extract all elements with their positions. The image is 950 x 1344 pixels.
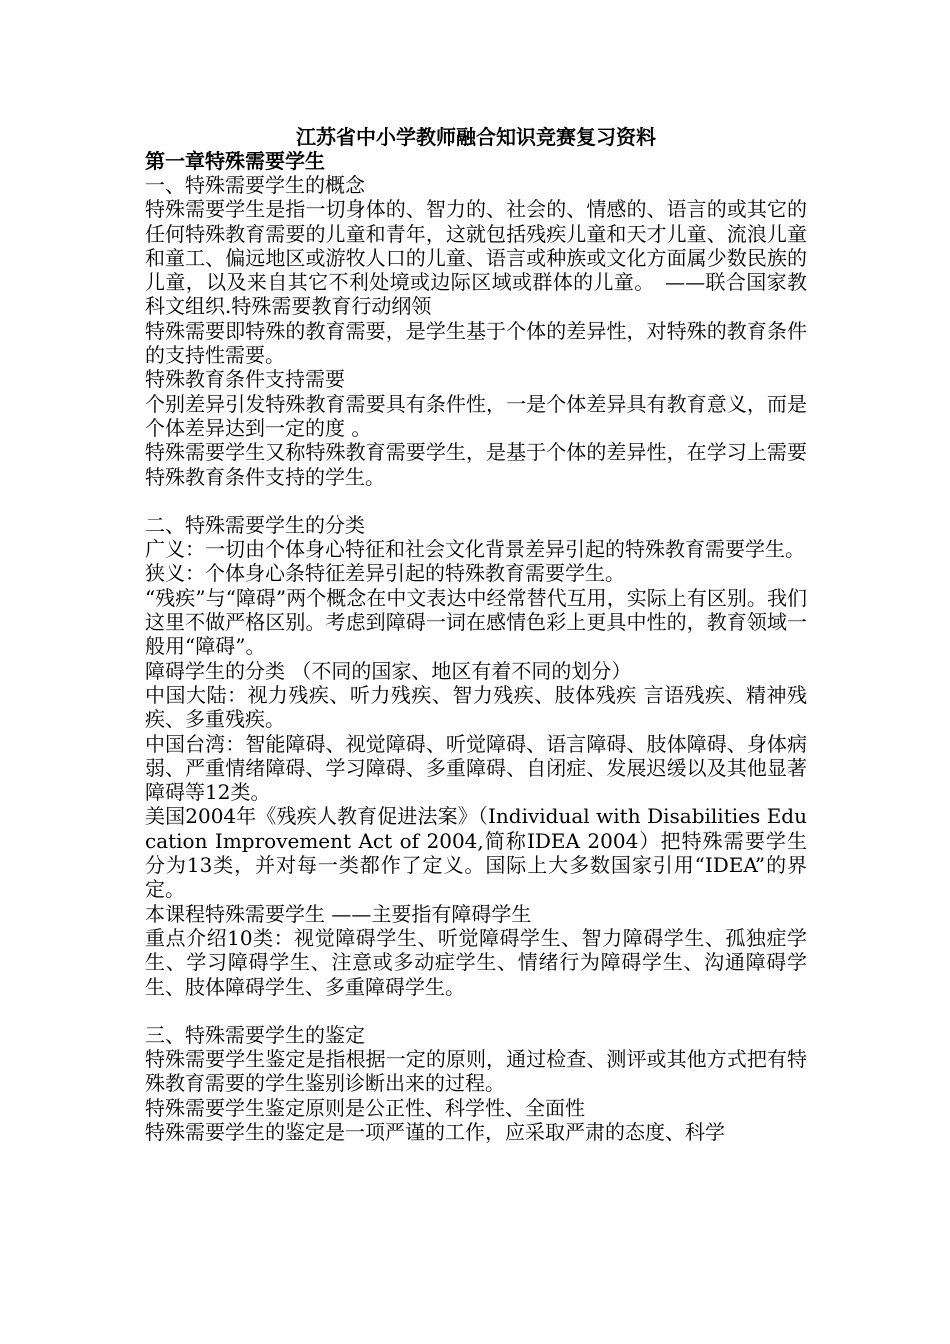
paragraph: 中国大陆：视力残疾、听力残疾、智力残疾、肢体残疾 言语残疾、精神残疾、多重残疾。 (145, 682, 807, 732)
paragraph: 美国2004年《残疾人教育促进法案》（Individual with Disabilities Education Improvement Act of 2004,简称IDEA 2004）把特殊需要学生分为13类，并对每一类都作了定义。国际上大多数国家引用“IDEA”的界定。 (145, 804, 807, 902)
document-title: 江苏省中小学教师融合知识竞赛复习资料 (296, 125, 656, 149)
blank-line (145, 999, 807, 1023)
paragraph: 广义：一切由个体身心特征和社会文化背景差异引起的特殊教育需要学生。 (145, 537, 805, 562)
paragraph: 特殊需要即特殊的教育需要，是学生基于个体的差异性，对特殊的教育条件的支持性需要。 (145, 318, 807, 368)
document-body (145, 125, 807, 1144)
paragraph: 狭义：个体身心条特征差异引起的特殊教育需要学生。 (145, 561, 625, 586)
section-heading: 一、特殊需要学生的概念 (145, 173, 365, 197)
paragraph: “残疾”与“障碍”两个概念在中文表达中经常替代互用，实际上有区别。我们这里不做严格区别。考虑到障碍一词在感情色彩上更具中性的，教育领域一般用“障碍”。 (145, 585, 807, 659)
paragraph: 个别差异引发特殊教育需要具有条件性，一是个体差异具有教育意义，而是个体差异达到一定的度 。 (145, 391, 807, 440)
paragraph: 特殊需要学生是指一切身体的、智力的、社会的、情感的、语言的或其它的任何特殊教育需要的儿童和青年，这就包括残疾儿童和天才儿童、流浪儿童和童工、偏远地区或游牧人口的儿童、语言或种族或文化方面属少数民族的儿童，以及来自其它不利处境或边际区域或群体的儿童。 ——联合国家教科文组织.特殊需要教育行动纲领 (145, 197, 807, 319)
section-heading: 三、特殊需要学生的鉴定 (145, 1022, 365, 1047)
paragraph: 特殊需要学生鉴定是指根据一定的原则，通过检查、测评或其他方式把有特殊教育需要的学生鉴别诊断出来的过程。 (145, 1047, 807, 1096)
paragraph: 本课程特殊需要学生 ——主要指有障碍学生 (145, 901, 532, 926)
paragraph: 重点介绍10类：视觉障碍学生、听觉障碍学生、智力障碍学生、孤独症学生、学习障碍学生、注意或多动症学生、情绪行为障碍学生、沟通障碍学生、肢体障碍学生、多重障碍学生。 (145, 925, 807, 999)
paragraph: 特殊教育条件支持需要 (145, 367, 345, 392)
paragraph: 中国台湾：智能障碍、视觉障碍、听觉障碍、语言障碍、肢体障碍、身体病弱、严重情绪障碍、学习障碍、多重障碍、自闭症、发展迟缓以及其他显著障碍等12类。 (145, 731, 807, 805)
paragraph: 特殊需要学生鉴定原则是公正性、科学性、全面性 (145, 1095, 585, 1120)
blank-line (145, 489, 807, 513)
paragraph: 特殊需要学生的鉴定是一项严谨的工作，应采取严肃的态度、科学 (145, 1119, 725, 1144)
paragraph: 障碍学生的分类 （不同的国家、地区有着不同的划分） (145, 658, 632, 683)
paragraph: 特殊需要学生又称特殊教育需要学生，是基于个体的差异性，在学习上需要特殊教育条件支持的学生。 (145, 440, 807, 489)
section-heading: 二、特殊需要学生的分类 (145, 512, 365, 537)
chapter-heading: 第一章特殊需要学生 (145, 149, 325, 173)
